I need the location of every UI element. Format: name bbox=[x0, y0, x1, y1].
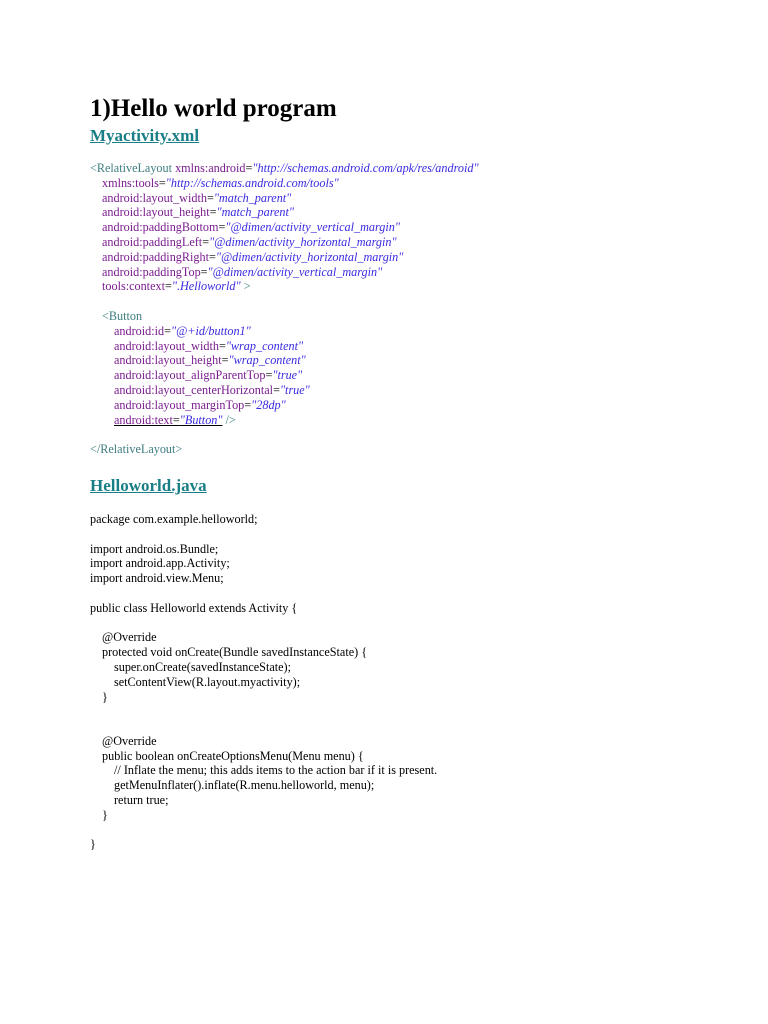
xml-code-line bbox=[90, 398, 730, 413]
xml-attribute-name: tools:context bbox=[102, 279, 165, 294]
java-code-line: return true; bbox=[114, 793, 169, 808]
xml-attribute-name: android:layout_width bbox=[114, 338, 219, 353]
xml-attribute-value: "@dimen/activity_vertical_margin" bbox=[207, 264, 383, 279]
xml-equals: = bbox=[202, 234, 210, 249]
xml-attribute-value: "@dimen/activity_horizontal_margin" bbox=[215, 249, 404, 264]
java-code-line: import android.view.Menu; bbox=[90, 571, 224, 586]
xml-attribute bbox=[102, 265, 382, 279]
xml-equals: = bbox=[221, 353, 229, 368]
xml-code-line bbox=[90, 250, 730, 265]
xml-equals: = bbox=[164, 279, 172, 294]
xml-attribute bbox=[114, 339, 303, 353]
xml-code-line bbox=[90, 279, 730, 294]
xml-attribute bbox=[102, 220, 400, 234]
java-code-line: } bbox=[90, 837, 96, 852]
xml-tag: </RelativeLayout> bbox=[90, 442, 183, 457]
xml-attribute bbox=[102, 176, 339, 190]
xml-attribute-name: android:layout_height bbox=[114, 353, 222, 368]
xml-code-line bbox=[90, 235, 730, 250]
xml-attribute-name: android:layout_alignParentTop bbox=[114, 368, 266, 383]
xml-attribute-name: android:layout_height bbox=[102, 205, 210, 220]
java-code-line bbox=[90, 527, 730, 542]
xml-equals: = bbox=[200, 264, 208, 279]
xml-code-line bbox=[90, 294, 730, 309]
document-body bbox=[90, 94, 730, 852]
xml-code-line bbox=[90, 176, 730, 191]
java-code-line: setContentView(R.layout.myactivity); bbox=[114, 674, 301, 689]
xml-equals: = bbox=[158, 175, 166, 190]
xml-equals: = bbox=[164, 323, 171, 338]
xml-code-line bbox=[90, 353, 730, 368]
xml-code-line bbox=[90, 427, 730, 442]
xml-attribute-value: "match_parent" bbox=[216, 205, 294, 220]
java-code-line bbox=[90, 719, 730, 734]
xml-attribute-value: "wrap_content" bbox=[225, 338, 304, 353]
xml-equals: = bbox=[172, 412, 180, 427]
xml-equals: = bbox=[244, 397, 252, 412]
xml-attribute-name: android:layout_marginTop bbox=[114, 397, 245, 412]
xml-attribute bbox=[114, 398, 286, 412]
java-code-line: import android.app.Activity; bbox=[90, 556, 230, 571]
xml-attribute-value: "@dimen/activity_horizontal_margin" bbox=[209, 234, 397, 249]
xml-equals: = bbox=[206, 190, 214, 205]
xml-tag-close: /> bbox=[222, 412, 236, 427]
xml-code-line bbox=[90, 339, 730, 354]
xml-attribute-name: android:paddingBottom bbox=[102, 220, 219, 235]
java-code-line: super.onCreate(savedInstanceState); bbox=[114, 659, 291, 674]
java-code-line bbox=[90, 616, 730, 631]
xml-attribute-name: android:layout_width bbox=[102, 190, 207, 205]
xml-attribute-value: "match_parent" bbox=[213, 190, 292, 205]
xml-attribute bbox=[175, 161, 479, 175]
java-code-line: @Override bbox=[102, 630, 157, 645]
xml-attribute-name: android:paddingRight bbox=[102, 249, 209, 264]
java-code-line: package com.example.helloworld; bbox=[90, 511, 258, 526]
xml-file-heading: Myactivity.xml bbox=[90, 126, 200, 145]
java-code-line: public class Helloworld extends Activity { bbox=[90, 600, 298, 615]
xml-tag: <Button bbox=[102, 308, 143, 323]
xml-attribute bbox=[102, 235, 397, 249]
page-title: 1)Hello world program bbox=[90, 95, 337, 122]
xml-attribute-value: "http://schemas.android.com/apk/res/android" bbox=[252, 161, 479, 175]
xml-attribute-value: "@dimen/activity_vertical_margin" bbox=[225, 220, 400, 235]
xml-attribute-name: xmlns:tools bbox=[102, 175, 159, 190]
java-code-line: @Override bbox=[102, 733, 157, 748]
xml-equals: = bbox=[218, 220, 226, 235]
xml-code-line bbox=[90, 220, 730, 235]
xml-attribute-name: android:paddingLeft bbox=[102, 234, 203, 249]
xml-equals: = bbox=[273, 382, 280, 397]
xml-attribute bbox=[114, 353, 306, 367]
xml-tag: <RelativeLayout bbox=[90, 161, 176, 175]
xml-equals: = bbox=[209, 205, 217, 220]
java-code-block bbox=[90, 512, 730, 852]
xml-attribute-value: "true" bbox=[272, 368, 303, 383]
java-code-line: public boolean onCreateOptionsMenu(Menu menu) { bbox=[102, 748, 364, 763]
xml-attribute-value: "http://schemas.android.com/tools" bbox=[165, 175, 339, 190]
xml-code-line bbox=[90, 161, 730, 176]
java-code-line: } bbox=[102, 807, 108, 822]
java-code-line: import android.os.Bundle; bbox=[90, 541, 219, 556]
xml-code-line bbox=[90, 324, 730, 339]
java-code-line bbox=[90, 823, 730, 838]
xml-attribute-value: "28dp" bbox=[251, 397, 286, 412]
xml-attribute bbox=[102, 191, 291, 205]
xml-attribute-name: android:layout_centerHorizontal bbox=[114, 382, 274, 397]
xml-code-line bbox=[90, 309, 730, 324]
xml-attribute bbox=[114, 368, 302, 382]
xml-attribute bbox=[102, 250, 403, 264]
xml-attribute bbox=[102, 279, 241, 293]
java-code-line: } bbox=[102, 689, 108, 704]
xml-attribute bbox=[114, 324, 251, 338]
xml-equals: = bbox=[208, 249, 216, 264]
xml-code-line bbox=[90, 265, 730, 280]
xml-attribute-value: "@+id/button1" bbox=[170, 323, 251, 338]
xml-attribute-name: android:id bbox=[114, 323, 165, 338]
xml-code-line bbox=[90, 413, 730, 428]
xml-attribute-value: "true" bbox=[279, 382, 310, 397]
xml-equals: = bbox=[245, 161, 253, 175]
xml-attribute-name: xmlns:android bbox=[175, 161, 246, 175]
xml-equals: = bbox=[218, 338, 226, 353]
java-code-line: protected void onCreate(Bundle savedInstanceState) { bbox=[102, 645, 368, 660]
java-code-line: // Inflate the menu; this adds items to the action bar if it is present. bbox=[114, 763, 438, 778]
xml-code-line bbox=[90, 383, 730, 398]
xml-attribute-value: "wrap_content" bbox=[228, 353, 306, 368]
xml-code-line bbox=[90, 368, 730, 383]
xml-code-line bbox=[90, 191, 730, 206]
java-file-heading: Helloworld.java bbox=[90, 475, 207, 495]
xml-equals: = bbox=[265, 368, 273, 383]
xml-attribute-name: android:paddingTop bbox=[102, 264, 201, 279]
xml-attribute-value: ".Helloworld" bbox=[171, 279, 241, 294]
xml-attribute bbox=[114, 413, 223, 427]
java-code-line: getMenuInflater().inflate(R.menu.helloworld, menu); bbox=[114, 778, 375, 793]
java-code-line bbox=[90, 704, 730, 719]
xml-attribute bbox=[114, 383, 310, 397]
xml-tag-close: > bbox=[240, 279, 251, 294]
xml-attribute-value: "Button" bbox=[179, 412, 223, 427]
xml-code-line bbox=[90, 205, 730, 220]
java-code-line bbox=[90, 586, 730, 601]
xml-attribute bbox=[102, 205, 294, 219]
xml-code-block bbox=[90, 161, 730, 457]
xml-attribute-name: android:text bbox=[114, 412, 173, 427]
xml-code-line bbox=[90, 442, 730, 457]
